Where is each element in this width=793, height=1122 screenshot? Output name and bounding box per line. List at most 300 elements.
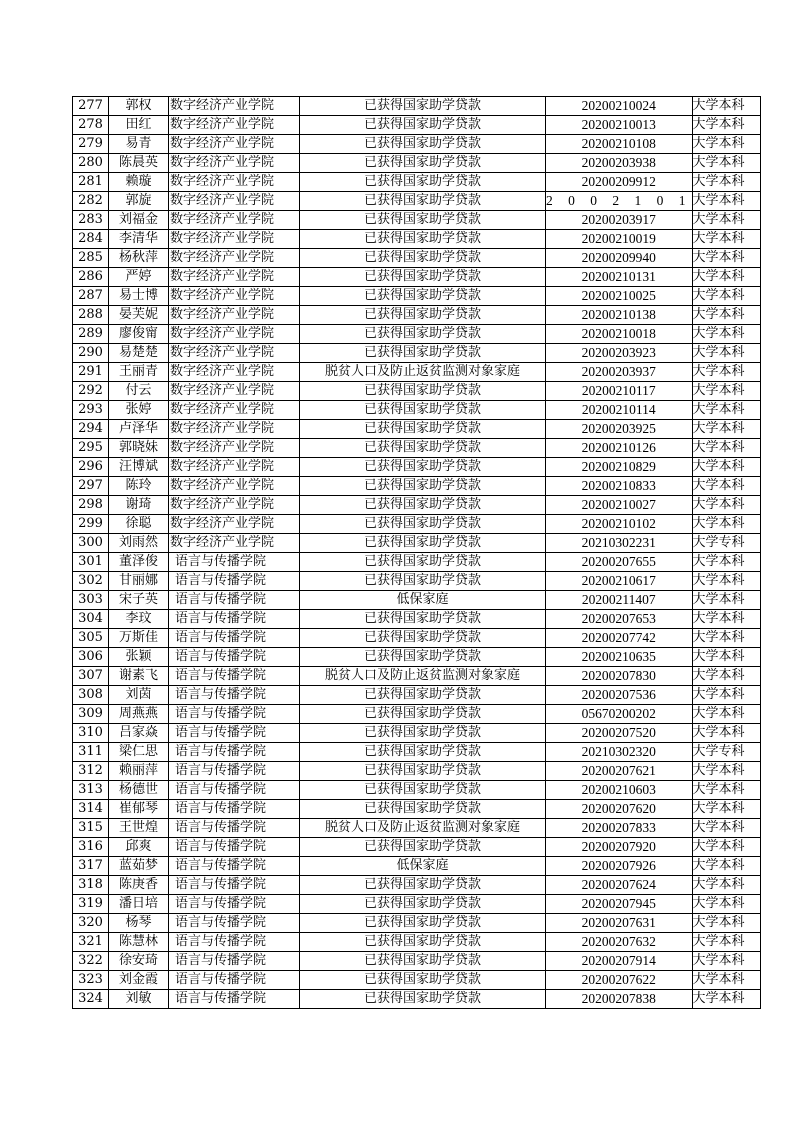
aid-type-cell: 已获得国家助学贷款 <box>300 515 546 534</box>
student-id-cell: 20200207631 <box>546 914 693 933</box>
student-name-cell: 吕家焱 <box>109 724 169 743</box>
student-name-cell: 郭旋 <box>109 192 169 211</box>
student-name-cell: 易青 <box>109 135 169 154</box>
student-name-cell: 徐聪 <box>109 515 169 534</box>
student-id-cell: 20200207632 <box>546 933 693 952</box>
aid-type-cell: 已获得国家助学贷款 <box>300 743 546 762</box>
student-id-cell: 20200211407 <box>546 591 693 610</box>
student-name-cell: 李玟 <box>109 610 169 629</box>
education-level-cell: 大学本科 <box>692 781 760 800</box>
table-body <box>73 97 761 1009</box>
row-number-cell: 316 <box>73 838 109 857</box>
row-number-cell: 315 <box>73 819 109 838</box>
college-cell: 语言与传播学院 <box>169 895 300 914</box>
student-id-cell: 20200207914 <box>546 952 693 971</box>
aid-type-cell: 已获得国家助学贷款 <box>300 762 546 781</box>
student-id-cell: 20200207830 <box>546 667 693 686</box>
student-name-cell: 陈玲 <box>109 477 169 496</box>
aid-type-cell: 已获得国家助学贷款 <box>300 173 546 192</box>
table-row <box>73 648 761 667</box>
student-name-cell: 付云 <box>109 382 169 401</box>
row-number-cell: 311 <box>73 743 109 762</box>
student-id-cell: 20200207536 <box>546 686 693 705</box>
student-name-cell: 谢琦 <box>109 496 169 515</box>
table-row <box>73 819 761 838</box>
college-cell: 数字经济产业学院 <box>169 192 300 211</box>
student-id-cell: 20200210138 <box>546 306 693 325</box>
student-name-cell: 董泽俊 <box>109 553 169 572</box>
college-cell: 语言与传播学院 <box>169 800 300 819</box>
education-level-cell: 大学本科 <box>692 857 760 876</box>
table-row <box>73 686 761 705</box>
aid-type-cell: 已获得国家助学贷款 <box>300 306 546 325</box>
aid-type-cell: 已获得国家助学贷款 <box>300 534 546 553</box>
college-cell: 语言与传播学院 <box>169 724 300 743</box>
education-level-cell: 大学专科 <box>692 534 760 553</box>
aid-type-cell: 已获得国家助学贷款 <box>300 705 546 724</box>
student-id-cell: 20200207945 <box>546 895 693 914</box>
aid-type-cell: 已获得国家助学贷款 <box>300 876 546 895</box>
row-number-cell: 284 <box>73 230 109 249</box>
education-level-cell: 大学本科 <box>692 382 760 401</box>
student-name-cell: 张颖 <box>109 648 169 667</box>
row-number-cell: 310 <box>73 724 109 743</box>
row-number-cell: 319 <box>73 895 109 914</box>
row-number-cell: 285 <box>73 249 109 268</box>
row-number-cell: 295 <box>73 439 109 458</box>
education-level-cell: 大学本科 <box>692 800 760 819</box>
college-cell: 语言与传播学院 <box>169 819 300 838</box>
student-name-cell: 廖俊甯 <box>109 325 169 344</box>
education-level-cell: 大学本科 <box>692 667 760 686</box>
student-name-cell: 杨琴 <box>109 914 169 933</box>
student-name-cell: 汪博斌 <box>109 458 169 477</box>
student-name-cell: 梁仁思 <box>109 743 169 762</box>
table-row <box>73 154 761 173</box>
college-cell: 数字经济产业学院 <box>169 382 300 401</box>
table-row <box>73 135 761 154</box>
student-name-cell: 王丽青 <box>109 363 169 382</box>
row-number-cell: 296 <box>73 458 109 477</box>
student-id-cell: 20200203923 <box>546 344 693 363</box>
student-name-cell: 严婷 <box>109 268 169 287</box>
row-number-cell: 308 <box>73 686 109 705</box>
education-level-cell: 大学本科 <box>692 458 760 477</box>
table-row <box>73 249 761 268</box>
table-row <box>73 420 761 439</box>
aid-type-cell: 已获得国家助学贷款 <box>300 382 546 401</box>
student-id-cell: 20200207624 <box>546 876 693 895</box>
table-row <box>73 344 761 363</box>
student-id-cell: 20200207621 <box>546 762 693 781</box>
aid-type-cell: 脱贫人口及防止返贫监测对象家庭 <box>300 363 546 382</box>
row-number-cell: 281 <box>73 173 109 192</box>
row-number-cell: 289 <box>73 325 109 344</box>
row-number-cell: 306 <box>73 648 109 667</box>
table-row <box>73 458 761 477</box>
student-id-cell: 20200210025 <box>546 287 693 306</box>
table-row <box>73 724 761 743</box>
student-name-cell: 赖璇 <box>109 173 169 192</box>
student-id-cell: 20200207655 <box>546 553 693 572</box>
education-level-cell: 大学本科 <box>692 287 760 306</box>
student-name-cell: 陈晨英 <box>109 154 169 173</box>
education-level-cell: 大学本科 <box>692 268 760 287</box>
education-level-cell: 大学本科 <box>692 496 760 515</box>
aid-type-cell: 已获得国家助学贷款 <box>300 116 546 135</box>
college-cell: 语言与传播学院 <box>169 610 300 629</box>
education-level-cell: 大学本科 <box>692 686 760 705</box>
student-id-cell: 20200210833 <box>546 477 693 496</box>
table-row <box>73 306 761 325</box>
row-number-cell: 305 <box>73 629 109 648</box>
education-level-cell: 大学本科 <box>692 648 760 667</box>
student-id-cell: 20200207838 <box>546 990 693 1009</box>
row-number-cell: 282 <box>73 192 109 211</box>
row-number-cell: 288 <box>73 306 109 325</box>
student-id-cell: 20200203938 <box>546 154 693 173</box>
student-name-cell: 杨秋萍 <box>109 249 169 268</box>
table-row <box>73 667 761 686</box>
aid-type-cell: 已获得国家助学贷款 <box>300 154 546 173</box>
aid-type-cell: 已获得国家助学贷款 <box>300 211 546 230</box>
row-number-cell: 279 <box>73 135 109 154</box>
student-id-cell: 20200210603 <box>546 781 693 800</box>
education-level-cell: 大学本科 <box>692 914 760 933</box>
college-cell: 数字经济产业学院 <box>169 135 300 154</box>
education-level-cell: 大学本科 <box>692 553 760 572</box>
aid-type-cell: 已获得国家助学贷款 <box>300 724 546 743</box>
college-cell: 数字经济产业学院 <box>169 344 300 363</box>
table-row <box>73 325 761 344</box>
row-number-cell: 324 <box>73 990 109 1009</box>
aid-type-cell: 已获得国家助学贷款 <box>300 781 546 800</box>
aid-type-cell: 已获得国家助学贷款 <box>300 800 546 819</box>
student-name-cell: 甘丽娜 <box>109 572 169 591</box>
table-row <box>73 743 761 762</box>
aid-type-cell: 已获得国家助学贷款 <box>300 230 546 249</box>
college-cell: 数字经济产业学院 <box>169 230 300 249</box>
college-cell: 语言与传播学院 <box>169 990 300 1009</box>
college-cell: 语言与传播学院 <box>169 857 300 876</box>
table-row <box>73 211 761 230</box>
education-level-cell: 大学专科 <box>692 743 760 762</box>
table-row <box>73 800 761 819</box>
education-level-cell: 大学本科 <box>692 154 760 173</box>
aid-type-cell: 已获得国家助学贷款 <box>300 572 546 591</box>
education-level-cell: 大学本科 <box>692 515 760 534</box>
student-id-cell: 20200203917 <box>546 211 693 230</box>
education-level-cell: 大学本科 <box>692 325 760 344</box>
student-name-cell: 易楚楚 <box>109 344 169 363</box>
row-number-cell: 323 <box>73 971 109 990</box>
aid-type-cell: 已获得国家助学贷款 <box>300 895 546 914</box>
aid-type-cell: 脱贫人口及防止返贫监测对象家庭 <box>300 667 546 686</box>
table-row <box>73 971 761 990</box>
table-row <box>73 363 761 382</box>
table-row <box>73 914 761 933</box>
college-cell: 语言与传播学院 <box>169 838 300 857</box>
education-level-cell: 大学本科 <box>692 192 760 211</box>
education-level-cell: 大学本科 <box>692 401 760 420</box>
student-id-cell: 20200210024 <box>546 97 693 116</box>
college-cell: 数字经济产业学院 <box>169 287 300 306</box>
college-cell: 数字经济产业学院 <box>169 477 300 496</box>
aid-type-cell: 脱贫人口及防止返贫监测对象家庭 <box>300 819 546 838</box>
college-cell: 数字经济产业学院 <box>169 515 300 534</box>
education-level-cell: 大学本科 <box>692 971 760 990</box>
row-number-cell: 283 <box>73 211 109 230</box>
table-row <box>73 439 761 458</box>
aid-type-cell: 已获得国家助学贷款 <box>300 648 546 667</box>
college-cell: 数字经济产业学院 <box>169 173 300 192</box>
college-cell: 语言与传播学院 <box>169 933 300 952</box>
student-id-cell: 20200210114 <box>546 401 693 420</box>
student-id-cell: 05670200202 <box>546 705 693 724</box>
college-cell: 语言与传播学院 <box>169 762 300 781</box>
education-level-cell: 大学本科 <box>692 173 760 192</box>
table-row <box>73 192 761 211</box>
student-id-cell: 20200207520 <box>546 724 693 743</box>
college-cell: 语言与传播学院 <box>169 914 300 933</box>
education-level-cell: 大学本科 <box>692 705 760 724</box>
row-number-cell: 286 <box>73 268 109 287</box>
college-cell: 数字经济产业学院 <box>169 439 300 458</box>
student-id-cell: 20200210126 <box>546 439 693 458</box>
row-number-cell: 317 <box>73 857 109 876</box>
student-name-cell: 张婷 <box>109 401 169 420</box>
table-row <box>73 553 761 572</box>
row-number-cell: 301 <box>73 553 109 572</box>
college-cell: 数字经济产业学院 <box>169 97 300 116</box>
student-id-cell: 20200210013 <box>546 116 693 135</box>
aid-type-cell: 已获得国家助学贷款 <box>300 838 546 857</box>
table-row <box>73 933 761 952</box>
education-level-cell: 大学本科 <box>692 363 760 382</box>
college-cell: 数字经济产业学院 <box>169 116 300 135</box>
student-id-cell: 20200210027 <box>546 496 693 515</box>
education-level-cell: 大学本科 <box>692 439 760 458</box>
college-cell: 语言与传播学院 <box>169 705 300 724</box>
row-number-cell: 321 <box>73 933 109 952</box>
student-name-cell: 刘雨然 <box>109 534 169 553</box>
college-cell: 语言与传播学院 <box>169 743 300 762</box>
student-id-cell: 20200207926 <box>546 857 693 876</box>
table-row <box>73 534 761 553</box>
row-number-cell: 314 <box>73 800 109 819</box>
education-level-cell: 大学本科 <box>692 135 760 154</box>
student-id-cell: 20200203925 <box>546 420 693 439</box>
education-level-cell: 大学本科 <box>692 990 760 1009</box>
row-number-cell: 318 <box>73 876 109 895</box>
education-level-cell: 大学本科 <box>692 572 760 591</box>
education-level-cell: 大学本科 <box>692 420 760 439</box>
table-row <box>73 838 761 857</box>
student-name-cell: 周燕燕 <box>109 705 169 724</box>
student-aid-table <box>72 96 761 1009</box>
college-cell: 语言与传播学院 <box>169 591 300 610</box>
table-row <box>73 876 761 895</box>
table-row <box>73 895 761 914</box>
student-name-cell: 蓝茹梦 <box>109 857 169 876</box>
table-row <box>73 515 761 534</box>
row-number-cell: 302 <box>73 572 109 591</box>
row-number-cell: 278 <box>73 116 109 135</box>
student-name-cell: 徐安琦 <box>109 952 169 971</box>
row-number-cell: 291 <box>73 363 109 382</box>
aid-type-cell: 已获得国家助学贷款 <box>300 610 546 629</box>
college-cell: 数字经济产业学院 <box>169 496 300 515</box>
education-level-cell: 大学本科 <box>692 97 760 116</box>
student-id-cell: 20200210018 <box>546 325 693 344</box>
college-cell: 数字经济产业学院 <box>169 458 300 477</box>
student-name-cell: 陈庚香 <box>109 876 169 895</box>
college-cell: 语言与传播学院 <box>169 781 300 800</box>
row-number-cell: 294 <box>73 420 109 439</box>
student-name-cell: 王世煌 <box>109 819 169 838</box>
student-id-cell: 20210302320 <box>546 743 693 762</box>
table-row <box>73 857 761 876</box>
college-cell: 语言与传播学院 <box>169 876 300 895</box>
student-id-cell: 20200207920 <box>546 838 693 857</box>
student-name-cell: 宋子英 <box>109 591 169 610</box>
college-cell: 语言与传播学院 <box>169 686 300 705</box>
student-id-cell: 20200210102 <box>546 515 693 534</box>
row-number-cell: 320 <box>73 914 109 933</box>
education-level-cell: 大学本科 <box>692 116 760 135</box>
college-cell: 数字经济产业学院 <box>169 306 300 325</box>
table-row <box>73 591 761 610</box>
aid-type-cell: 已获得国家助学贷款 <box>300 401 546 420</box>
college-cell: 语言与传播学院 <box>169 572 300 591</box>
aid-type-cell: 已获得国家助学贷款 <box>300 971 546 990</box>
aid-type-cell: 已获得国家助学贷款 <box>300 477 546 496</box>
table-row <box>73 629 761 648</box>
table-row <box>73 382 761 401</box>
row-number-cell: 277 <box>73 97 109 116</box>
aid-type-cell: 已获得国家助学贷款 <box>300 458 546 477</box>
aid-type-cell: 已获得国家助学贷款 <box>300 553 546 572</box>
row-number-cell: 287 <box>73 287 109 306</box>
college-cell: 语言与传播学院 <box>169 629 300 648</box>
aid-type-cell: 低保家庭 <box>300 591 546 610</box>
table-row <box>73 401 761 420</box>
student-id-cell: 2 0 0 2 1 0 1 <box>546 192 693 211</box>
student-name-cell: 卢泽华 <box>109 420 169 439</box>
education-level-cell: 大学本科 <box>692 952 760 971</box>
student-id-cell: 20210302231 <box>546 534 693 553</box>
student-id-cell: 20200207833 <box>546 819 693 838</box>
student-name-cell: 田红 <box>109 116 169 135</box>
aid-type-cell: 低保家庭 <box>300 857 546 876</box>
student-id-cell: 20200203937 <box>546 363 693 382</box>
row-number-cell: 307 <box>73 667 109 686</box>
student-id-cell: 20200209912 <box>546 173 693 192</box>
student-name-cell: 崔郁琴 <box>109 800 169 819</box>
education-level-cell: 大学本科 <box>692 876 760 895</box>
student-name-cell: 潘日培 <box>109 895 169 914</box>
education-level-cell: 大学本科 <box>692 344 760 363</box>
college-cell: 数字经济产业学院 <box>169 211 300 230</box>
row-number-cell: 299 <box>73 515 109 534</box>
aid-type-cell: 已获得国家助学贷款 <box>300 325 546 344</box>
row-number-cell: 297 <box>73 477 109 496</box>
table-row <box>73 705 761 724</box>
college-cell: 语言与传播学院 <box>169 667 300 686</box>
table-row <box>73 477 761 496</box>
aid-type-cell: 已获得国家助学贷款 <box>300 914 546 933</box>
education-level-cell: 大学本科 <box>692 306 760 325</box>
row-number-cell: 322 <box>73 952 109 971</box>
education-level-cell: 大学本科 <box>692 724 760 743</box>
aid-type-cell: 已获得国家助学贷款 <box>300 933 546 952</box>
student-name-cell: 郭晓妹 <box>109 439 169 458</box>
student-name-cell: 易士博 <box>109 287 169 306</box>
education-level-cell: 大学本科 <box>692 230 760 249</box>
table-row <box>73 781 761 800</box>
row-number-cell: 304 <box>73 610 109 629</box>
student-id-cell: 20200210131 <box>546 268 693 287</box>
student-name-cell: 邱爽 <box>109 838 169 857</box>
row-number-cell: 312 <box>73 762 109 781</box>
aid-type-cell: 已获得国家助学贷款 <box>300 990 546 1009</box>
aid-type-cell: 已获得国家助学贷款 <box>300 629 546 648</box>
education-level-cell: 大学本科 <box>692 249 760 268</box>
education-level-cell: 大学本科 <box>692 895 760 914</box>
table-row <box>73 610 761 629</box>
table-row <box>73 287 761 306</box>
aid-type-cell: 已获得国家助学贷款 <box>300 344 546 363</box>
aid-type-cell: 已获得国家助学贷款 <box>300 496 546 515</box>
student-name-cell: 陈慧林 <box>109 933 169 952</box>
college-cell: 数字经济产业学院 <box>169 249 300 268</box>
education-level-cell: 大学本科 <box>692 591 760 610</box>
student-id-cell: 20200210635 <box>546 648 693 667</box>
education-level-cell: 大学本科 <box>692 819 760 838</box>
row-number-cell: 292 <box>73 382 109 401</box>
table-row <box>73 97 761 116</box>
college-cell: 数字经济产业学院 <box>169 268 300 287</box>
row-number-cell: 280 <box>73 154 109 173</box>
college-cell: 数字经济产业学院 <box>169 325 300 344</box>
table-row <box>73 952 761 971</box>
college-cell: 语言与传播学院 <box>169 971 300 990</box>
table-row <box>73 173 761 192</box>
education-level-cell: 大学本科 <box>692 610 760 629</box>
student-id-cell: 20200207622 <box>546 971 693 990</box>
aid-type-cell: 已获得国家助学贷款 <box>300 287 546 306</box>
education-level-cell: 大学本科 <box>692 477 760 496</box>
aid-type-cell: 已获得国家助学贷款 <box>300 97 546 116</box>
table-row <box>73 990 761 1009</box>
table-row <box>73 496 761 515</box>
aid-type-cell: 已获得国家助学贷款 <box>300 192 546 211</box>
student-id-cell: 20200210108 <box>546 135 693 154</box>
table-row <box>73 230 761 249</box>
education-level-cell: 大学本科 <box>692 933 760 952</box>
student-id-cell: 20200210829 <box>546 458 693 477</box>
row-number-cell: 313 <box>73 781 109 800</box>
student-name-cell: 刘茵 <box>109 686 169 705</box>
student-name-cell: 刘福金 <box>109 211 169 230</box>
aid-type-cell: 已获得国家助学贷款 <box>300 268 546 287</box>
student-name-cell: 谢素飞 <box>109 667 169 686</box>
row-number-cell: 293 <box>73 401 109 420</box>
college-cell: 数字经济产业学院 <box>169 534 300 553</box>
row-number-cell: 309 <box>73 705 109 724</box>
college-cell: 数字经济产业学院 <box>169 154 300 173</box>
aid-type-cell: 已获得国家助学贷款 <box>300 135 546 154</box>
